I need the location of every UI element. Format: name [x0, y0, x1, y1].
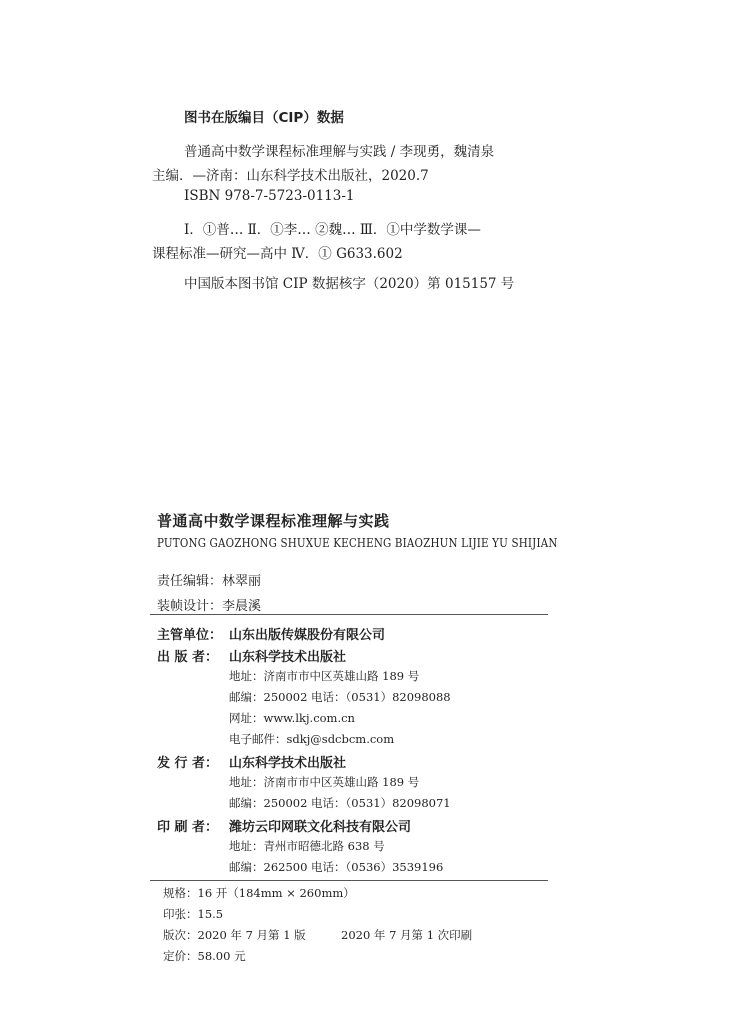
responsible-editor: 责任编辑：林翠丽 — [157, 574, 262, 589]
sponsor-value: 山东出版传媒股份有限公司 — [229, 628, 386, 643]
cip-line-record-number: 中国版本图书馆 CIP 数据核字（2020）第 015157 号 — [184, 276, 515, 292]
cip-line-classification: Ⅰ．①普… Ⅱ．①李… ②魏… Ⅲ．①中学数学课— — [184, 222, 481, 238]
publisher-label: 出 版 者： — [157, 650, 219, 665]
cip-line-classification-cont: 课程标准—研究—高中 Ⅳ．① G633.602 — [152, 246, 403, 262]
printer-value: 潍坊云印网联文化科技有限公司 — [229, 820, 412, 835]
divider-bottom — [150, 880, 548, 881]
divider-top — [150, 614, 548, 615]
cip-line-title: 普通高中数学课程标准理解与实践 / 李现勇，魏清泉 — [184, 144, 495, 160]
publisher-postal-phone: 邮编：250002 电话：（0531）82098088 — [229, 690, 451, 704]
book-title: 普通高中数学课程标准理解与实践 — [157, 512, 390, 530]
spec-size: 规格：16 开（184mm × 260mm） — [163, 886, 355, 900]
printer-postal-phone: 邮编：262500 电话：（0536）3539196 — [229, 860, 444, 874]
book-title-pinyin: PUTONG GAOZHONG SHUXUE KECHENG BIAOZHUN LIJIE YU SHIJIAN — [157, 536, 558, 550]
spec-edition: 版次：2020 年 7 月第 1 版 — [163, 928, 306, 942]
sponsor-label: 主管单位： — [157, 628, 223, 643]
publisher-email: 电子邮件：sdkj@sdcbcm.com — [229, 732, 395, 746]
spec-price: 定价：58.00 元 — [163, 949, 246, 963]
printer-label: 印 刷 者： — [157, 820, 219, 835]
spec-printing: 2020 年 7 月第 1 次印刷 — [341, 928, 473, 942]
publisher-value: 山东科学技术出版社 — [229, 650, 347, 665]
cover-designer: 装帧设计：李晨溪 — [157, 599, 262, 614]
cip-heading: 图书在版编目（CIP）数据 — [184, 110, 344, 126]
publisher-address: 地址：济南市市中区英雄山路 189 号 — [229, 669, 420, 683]
distributor-value: 山东科学技术出版社 — [229, 756, 347, 771]
distributor-postal-phone: 邮编：250002 电话：（0531）82098071 — [229, 796, 451, 810]
distributor-label: 发 行 者： — [157, 756, 219, 771]
cip-line-publisher: 主编．—济南：山东科学技术出版社，2020.7 — [152, 168, 429, 184]
distributor-address: 地址：济南市市中区英雄山路 189 号 — [229, 775, 420, 789]
publisher-website: 网址：www.lkj.com.cn — [229, 711, 355, 725]
printer-address: 地址：青州市昭德北路 638 号 — [229, 839, 385, 853]
cip-line-isbn: ISBN 978-7-5723-0113-1 — [184, 188, 355, 204]
spec-sheets: 印张：15.5 — [163, 907, 224, 921]
